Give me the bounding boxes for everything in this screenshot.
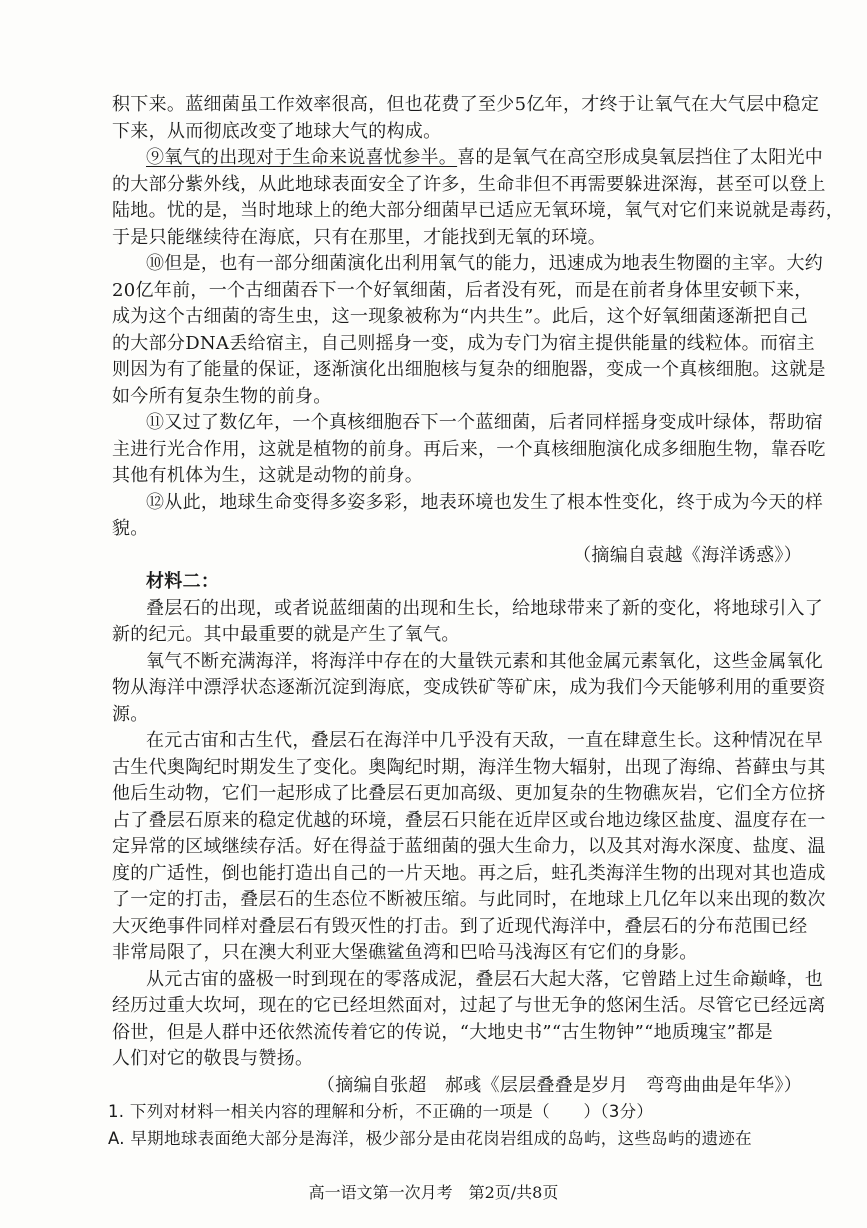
text-line: 他后生动物，它们一起形成了比叠层石更加高级、更加复杂的生物礁灰岩，它们全方位挤 <box>112 783 826 804</box>
text-line: 定异常的区域继续存活。好在得益于蓝细菌的强大生命力，以及其对海水深度、盐度、温 <box>112 836 826 857</box>
text-line: 成为这个古细菌的寄生虫，这一现象被称为“内共生”。此后，这个好氧细菌逐渐把自己 <box>112 306 809 327</box>
text-line: 20亿年前，一个古细菌吞下一个好氧细菌，后者没有死，而是在前者身体里安顿下来， <box>112 279 813 301</box>
text-line: 的大部分DNA丢给宿主，自己则摇身一变，成为专门为宿主提供能量的线粒体。而宿主 <box>112 332 815 354</box>
question-option-a: A. 早期地球表面绝大部分是海洋，极少部分是由花岗岩组成的岛屿，这些岛屿的遗迹在 <box>108 1128 752 1148</box>
text-line: 主进行光合作用，这就是植物的前身。再后来，一个真核细胞演化成多细胞生物，靠吞吃 <box>112 438 826 460</box>
text-line: 在元古宙和古生代，叠层石在海洋中几乎没有天敌，一直在肆意生长。这种情况在早 <box>146 730 824 751</box>
question-stem: 1. 下列对材料一相关内容的理解和分析，不正确的一项是（ ）（3分） <box>108 1102 654 1121</box>
text-line: 非常局限了，只在澳大利亚大堡礁鲨鱼湾和巴哈马浅海区有它们的身影。 <box>112 942 698 963</box>
text-line: 其他有机体为生，这就是动物的前身。 <box>112 465 424 486</box>
text-line: 物从海洋中漂浮状态逐渐沉淀到海底，变成铁矿等矿床，成为我们今天能够利用的重要资 <box>112 677 826 698</box>
text-line: 从元古宙的盛极一时到现在的零落成泥，叠层石大起大落，它曾踏上过生命巅峰，也 <box>146 968 824 990</box>
text-line: 貌。 <box>112 518 149 539</box>
text-line: 的大部分紫外线，从此地球表面安全了许多，生命非但不再需要躲进深海，甚至可以登上 <box>112 173 826 195</box>
text-line: 则因为有了能量的保证，逐渐演化出细胞核与复杂的细胞器，变成一个真核细胞。这就是 <box>112 359 826 380</box>
text-line: 如今所有复杂生物的前身。 <box>112 385 332 407</box>
paragraph-9-first-line <box>112 145 824 172</box>
text-line: 度的广适性，倒也能打造出自己的一片天地。再之后，蛀孔类海洋生物的出现对其也造成 <box>112 862 826 884</box>
text-line: ⑪又过了数亿年，一个真核细胞吞下一个蓝细菌，后者同样摇身变成叶绿体，帮助宿 <box>146 412 824 433</box>
text-line: ⑩但是，也有一部分细菌演化出利用氧气的能力，迅速成为地表生物圈的主宰。大约 <box>146 253 824 274</box>
text-line: 于是只能继续待在海底，只有在那里，才能找到无氧的环境。 <box>112 226 607 248</box>
text-line: 下来，从而彻底改变了地球大气的构成。 <box>112 120 442 142</box>
text-line: 古生代奥陶纪时期发生了变化。奥陶纪时期，海洋生物大辐射，出现了海绵、苔藓虫与其 <box>112 756 826 778</box>
text-line: 源。 <box>112 703 149 725</box>
underlined-sentence: ⑨氧气的出现对于生命来说喜忧参半。 <box>146 147 458 168</box>
text-line: 俗世，但是人群中还依然流传着它的传说，“大地史书”“古生物钟”“地质瑰宝”都是 <box>112 1021 773 1043</box>
text-line: ⑫从此，地球生命变得多姿多彩，地表环境也发生了根本性变化，终于成为今天的样 <box>146 491 824 513</box>
page-footer: 高一语文第一次月考 第2页/共8页 <box>308 1183 559 1202</box>
text-fragment: 喜的是氧气在高空形成臭氧层挡住了太阳光中 <box>457 147 824 168</box>
text-line: 叠层石的出现，或者说蓝细菌的出现和生长，给地球带来了新的变化，将地球引入了 <box>146 597 824 619</box>
text-line: 经历过重大坎坷，现在的它已经坦然面对，过起了与世无争的悠闲生活。尽管它已经远离 <box>112 995 826 1016</box>
text-line: 人们对它的敬畏与赞扬。 <box>112 1048 314 1069</box>
text-line: 积下来。蓝细菌虽工作效率很高，但也花费了至少5亿年，才终于让氧气在大气层中稳定 <box>112 94 820 115</box>
text-line: 了一定的打击，叠层石的生态位不断被压缩。与此同时，在地球上几亿年以来出现的数次 <box>112 889 826 910</box>
source-citation: （摘编自张超 郝彧《层层叠叠是岁月 弯弯曲曲是年华》） <box>316 1074 802 1096</box>
text-line: 大灭绝事件同样对叠层石有毁灭性的打击。到了近现代海洋中，叠层石的分布范围已经 <box>112 915 808 937</box>
material-two-heading: 材料二： <box>146 571 220 592</box>
text-line: 占了叠层石原来的稳定优越的环境，叠层石只能在近岸区或台地边缘区盐度、温度存在一 <box>112 809 826 831</box>
material-one-text <box>108 92 844 1152</box>
text-line: 陆地。忧的是，当时地球上的绝大部分细菌早已适应无氧环境，氧气对它们来说就是毒药， <box>112 200 844 221</box>
text-line: 新的纪元。其中最重要的就是产生了氧气。 <box>112 624 460 645</box>
text-line: 氧气不断充满海洋，将海洋中存在的大量铁元素和其他金属元素氧化，这些金属氧化 <box>146 650 824 672</box>
source-citation: （摘编自袁越《海洋诱惑》） <box>573 544 802 566</box>
